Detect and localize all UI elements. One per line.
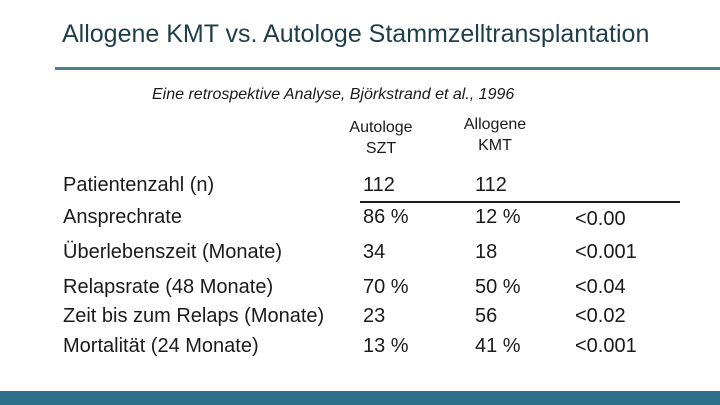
allogene-value: 41 % [475,335,521,357]
column-header-allogene-line2: KMT [478,137,512,154]
autologe-value: 23 [363,305,386,327]
row-label: Zeit bis zum Relaps (Monate) [63,305,325,327]
allogene-value: 56 [475,305,498,327]
row-label: Überlebenszeit (Monate) [63,241,282,263]
slide-subtitle: Eine retrospektive Analyse, Björkstrand et al., 1996 [152,86,515,103]
column-header-allogene [440,114,550,156]
title-divider [55,67,720,70]
p-value: <0.001 [575,335,637,357]
bottom-accent-bar [0,391,720,405]
column-header-autologe-line2: SZT [365,140,397,157]
column-header-autologe-line1: Autologe [349,119,413,136]
allogene-value: 50 % [475,276,521,298]
slide-title: Allogene KMT vs. Autologe Stammzelltransplantation [62,20,650,48]
allogene-value: 18 [475,241,498,263]
autologe-value: 86 % [363,206,409,228]
p-value: <0.04 [575,276,626,298]
row-label: Patientenzahl (n) [63,174,215,196]
allogene-value: 12 % [475,206,521,228]
autologe-value: 13 % [363,335,409,357]
p-value: <0.00 [575,208,626,230]
autologe-value: 70 % [363,276,409,298]
autologe-value: 112 [363,174,395,196]
p-value: <0.001 [575,241,637,263]
p-value: <0.02 [575,305,626,327]
row-label: Ansprechrate [63,206,182,228]
row-label: Relapsrate (48 Monate) [63,276,274,298]
table-header-rule [360,201,680,203]
allogene-value: 112 [475,174,507,196]
column-header-autologe [326,117,436,159]
autologe-value: 34 [363,241,386,263]
row-label: Mortalität (24 Monate) [63,335,259,357]
column-header-allogene-line1: Allogene [463,116,527,133]
